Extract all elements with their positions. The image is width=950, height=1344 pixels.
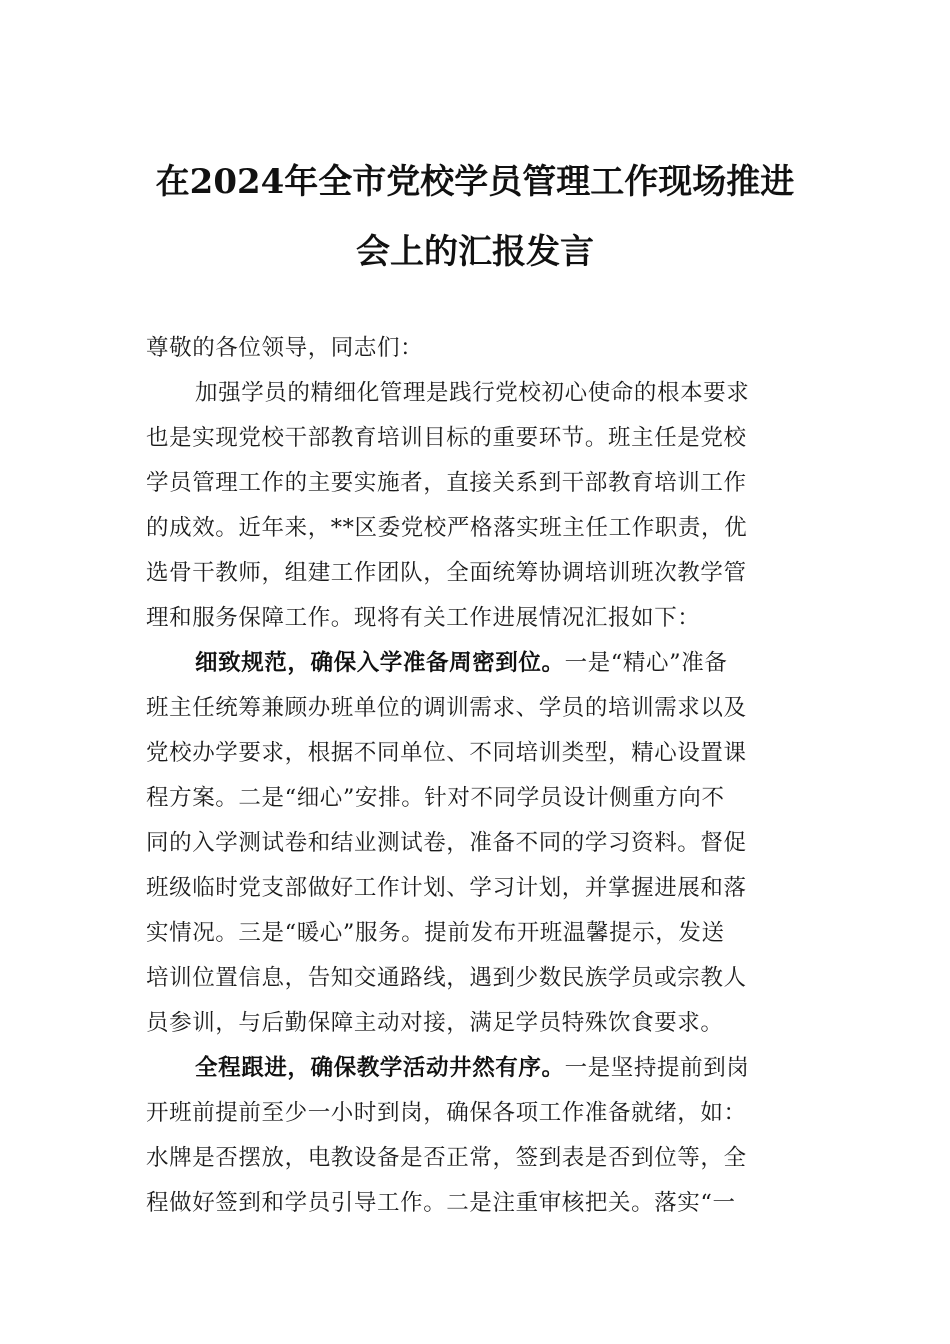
text-line [146, 416, 811, 461]
text-line [146, 911, 811, 956]
text-line [146, 506, 811, 551]
line-text: 一是“精心”准备 [564, 650, 728, 676]
line-text: 一是坚持提前到岗 [564, 1055, 750, 1081]
line-text: 开班前提前至少一小时到岗，确保各项工作准备就绪，如： [146, 1100, 747, 1126]
line-text: 选骨干教师，组建工作团队，全面统筹协调培训班次教学管 [146, 560, 747, 586]
line-text: 员参训，与后勤保障主动对接，满足学员特殊饮食要求。 [146, 1010, 724, 1036]
text-line [146, 1046, 811, 1091]
text-line [146, 461, 811, 506]
text-line [146, 641, 811, 686]
line-text: 的成效。近年来，**区委党校严格落实班主任工作职责，优 [146, 515, 748, 541]
text-line [146, 1091, 811, 1136]
line-text: 学员管理工作的主要实施者，直接关系到干部教育培训工作 [146, 470, 747, 496]
line-text: 也是实现党校干部教育培训目标的重要环节。班主任是党校 [146, 425, 747, 451]
line-text: 班主任统筹兼顾办班单位的调训需求、学员的培训需求以及 [146, 695, 747, 721]
text-line [146, 1181, 811, 1226]
document-title-line-2: 会上的汇报发言 [356, 232, 594, 272]
document-body [146, 326, 811, 1226]
line-text: 培训位置信息，告知交通路线，遇到少数民族学员或宗教人 [146, 965, 747, 991]
line-text: 理和服务保障工作。现将有关工作进展情况汇报如下： [146, 605, 701, 631]
line-text: 加强学员的精细化管理是践行党校初心使命的根本要求 [195, 380, 750, 406]
line-text: 程方案。二是“细心”安排。针对不同学员设计侧重方向不 [146, 785, 725, 811]
line-text: 实情况。三是“暖心”服务。提前发布开班温馨提示，发送 [146, 920, 725, 946]
text-line [146, 596, 811, 641]
text-line [146, 776, 811, 821]
text-line [146, 1136, 811, 1181]
text-line [146, 956, 811, 1001]
line-text: 尊敬的各位领导，同志们： [146, 335, 424, 361]
line-text: 水牌是否摆放，电教设备是否正常，签到表是否到位等，全 [146, 1145, 747, 1171]
line-text: 程做好签到和学员引导工作。二是注重审核把关。落实“一 [146, 1190, 736, 1216]
section-heading: 细致规范，确保入学准备周密到位。 [195, 650, 565, 676]
line-text: 党校办学要求，根据不同单位、不同培训类型，精心设置课 [146, 740, 747, 766]
text-line [146, 731, 811, 776]
line-text: 同的入学测试卷和结业测试卷，准备不同的学习资料。督促 [146, 830, 747, 856]
line-text: 班级临时党支部做好工作计划、学习计划，并掌握进展和落 [146, 875, 747, 901]
text-line [146, 1001, 811, 1046]
text-line [146, 551, 811, 596]
text-line [146, 686, 811, 731]
text-line [146, 326, 811, 371]
text-line [146, 866, 811, 911]
section-heading: 全程跟进，确保教学活动井然有序。 [195, 1055, 565, 1081]
text-line [146, 821, 811, 866]
document-title-line-1: 在2024年全市党校学员管理工作现场推进 [155, 162, 795, 202]
text-line [146, 371, 811, 416]
